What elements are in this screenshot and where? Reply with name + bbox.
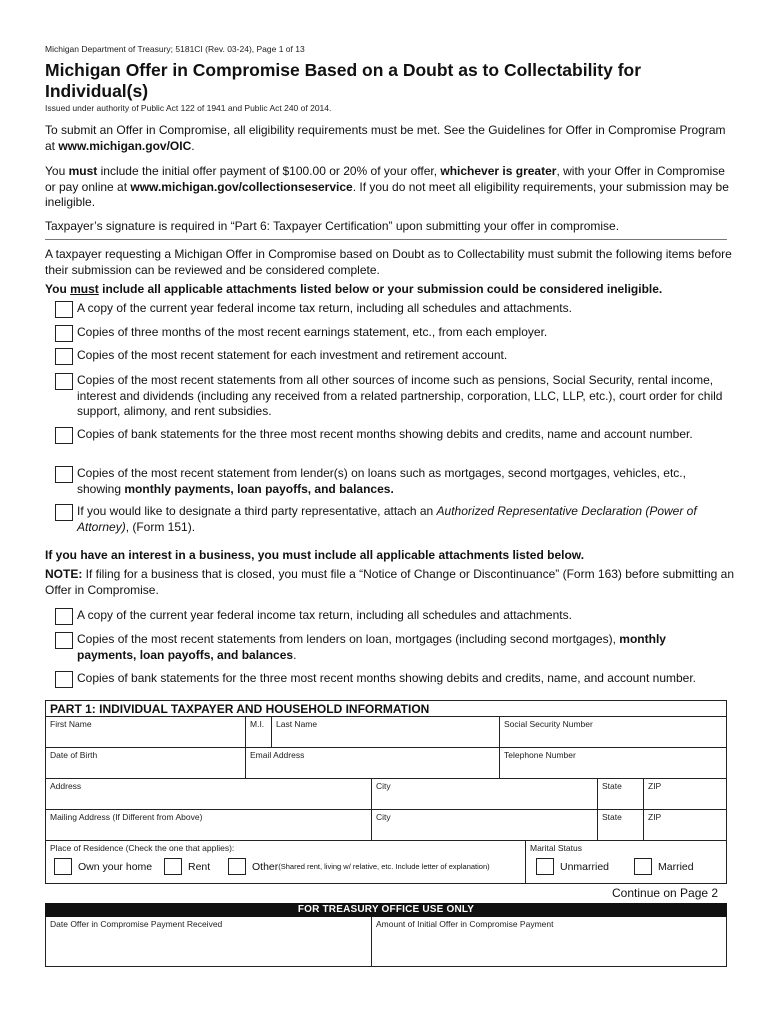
other-note: (Shared rent, living w/ relative, etc. Include letter of explanation) [278,862,490,871]
note-text: If filing for a business that is closed, you must file a “Notice of Change or Discontinuance” (Form 163) before submitting an Offer in Compromise. [45,567,734,597]
attachment-label [77,504,725,535]
text: , (Form 151). [125,519,196,534]
last-name-field[interactable]: Last Name [272,717,500,748]
treasury-use-box [45,917,727,967]
unmarried-label: Unmarried [560,860,610,873]
mailing-zip-field[interactable]: ZIP [644,810,726,841]
checkbox[interactable] [55,373,73,390]
attachment-item [55,325,725,342]
must-emphasis: must [68,164,98,178]
business-item-label [77,632,725,663]
checkbox[interactable] [55,466,73,483]
intro-text: To submit an Offer in Compromise, all eligibility requirements must be met. See the Guidelines for Offer in Compromise Program at [45,123,726,153]
address-field[interactable]: Address [46,779,372,810]
attachment-item [55,466,725,497]
checkbox[interactable] [55,632,73,649]
attachment-item [55,301,725,318]
business-heading: If you have an interest in a business, you must include all applicable attachments listed below. [45,548,585,562]
oic-link[interactable]: www.michigan.gov/OIC [58,138,192,153]
text: Copies of the most recent statement from lender(s) on loans such as mortgages, second mortgages, vehicles, etc., showing [77,466,686,496]
attachment-label: Copies of three months of the most recent earnings statement, etc., from each employer. [77,325,548,339]
attachment-label: Copies of the most recent statements from all other sources of income such as pensions, Social Security, rental income, interest and dividends (including any received from a related partnership, corporation, LLC, LLP, etc.), court order for child support, alimony, and rent subsidies. [77,373,723,418]
italic-text: Authorized Representative Declaration (Power of Attorney) [77,504,697,534]
text: . [293,647,297,662]
checkbox[interactable] [55,427,73,444]
residence-other-option[interactable] [228,858,490,875]
checkbox[interactable] [55,325,73,342]
checkbox[interactable] [54,858,72,875]
mi-field[interactable]: M.I. [246,717,272,748]
attachment-item [55,504,725,535]
checkbox[interactable] [55,504,73,521]
attachment-label: A copy of the current year federal income tax return, including all schedules and attachments. [77,301,572,315]
signature-note: Taxpayer’s signature is required in “Part 6: Taxpayer Certification” upon submitting your offer in compromise. [45,219,620,233]
collections-link[interactable]: www.michigan.gov/collectionseservice [130,179,353,194]
bold-text: monthly payments, loan payoffs, and balances. [124,481,394,496]
page-title: Michigan Offer in Compromise Based on a Doubt as to Collectability for Individual(s) [45,60,642,101]
intro-end: . [191,138,195,153]
checkbox[interactable] [164,858,182,875]
attachment-label: Copies of bank statements for the three most recent months showing debits and credits, name and account number. [77,427,693,441]
intro-paragraph-2 [45,164,735,211]
marital-married-option[interactable] [634,858,694,875]
mailing-address-field[interactable]: Mailing Address (If Different from Above) [46,810,372,841]
business-item [55,671,725,688]
business-item [55,632,725,663]
state-field[interactable]: State [598,779,644,810]
mailing-city-field[interactable]: City [372,810,598,841]
divider [45,239,727,240]
attachment-item [55,427,725,444]
attachment-item [55,373,725,420]
attachment-label [77,466,725,497]
own-label: Own your home [78,860,153,873]
checkbox[interactable] [55,348,73,365]
email-field[interactable]: Email Address [246,748,500,779]
text: You [45,164,69,178]
business-note [45,567,735,598]
residence-own-option[interactable] [54,858,152,875]
text: You [45,282,71,296]
part1-heading: PART 1: INDIVIDUAL TAXPAYER AND HOUSEHOLD INFORMATION [45,700,727,717]
text: If you would like to designate a third party representative, attach an [77,504,437,518]
attachment-item [55,348,725,365]
text: . If you do not meet all eligibility requirements, your submission may be ineligible. [45,179,729,209]
residence-rent-option[interactable] [164,858,210,875]
intro-paragraph-1 [45,123,735,154]
date-received-field: Date Offer in Compromise Payment Received [46,917,372,966]
zip-field[interactable]: ZIP [644,779,726,810]
text: include all applicable attachments listed below or your submission could be considered ineligible. [98,282,663,296]
checkbox[interactable] [634,858,652,875]
taxpayer-info-grid [45,716,727,884]
other-label: Other [252,860,279,873]
phone-field[interactable]: Telephone Number [500,748,726,779]
whichever-emphasis: whichever is greater [440,164,557,178]
text: include the initial offer payment of $100.00 or 20% of your offer, [97,164,441,178]
checkbox[interactable] [536,858,554,875]
marital-label: Marital Status [530,843,582,853]
requirements-intro: A taxpayer requesting a Michigan Offer in Compromise based on Doubt as to Collectability must submit the following items before their submission can be reviewed and be considered complete. [45,247,732,277]
treasury-use-heading: FOR TREASURY OFFICE USE ONLY [45,903,727,917]
checkbox[interactable] [55,301,73,318]
continue-note: Continue on Page 2 [612,886,719,900]
text: , with your Offer in Compromise or pay online at [45,164,725,194]
issued-authority: Issued under authority of Public Act 122 of 1941 and Public Act 240 of 2014. [45,103,332,113]
ssn-field[interactable]: Social Security Number [500,717,726,748]
requirements-must-line [45,282,735,298]
marital-unmarried-option[interactable] [536,858,609,875]
form-id: Michigan Department of Treasury; 5181CI (Rev. 03-24), Page 1 of 13 [45,44,305,54]
text: Copies of the most recent statements from lenders on loan, mortgages (including second mortgages), [77,632,620,646]
checkbox[interactable] [55,671,73,688]
bold-text: monthly payments, loan payoffs, and balances [77,632,666,662]
dob-field[interactable]: Date of Birth [46,748,246,779]
note-label: NOTE: [45,567,83,581]
checkbox[interactable] [55,608,73,625]
mailing-state-field[interactable]: State [598,810,644,841]
business-item [55,608,725,625]
amount-field: Amount of Initial Offer in Compromise Payment [376,919,554,929]
rent-label: Rent [188,860,211,873]
residence-label: Place of Residence (Check the one that applies): [50,843,235,853]
business-item-label: A copy of the current year federal income tax return, including all schedules and attachments. [77,608,572,622]
must-underlined: must [70,282,99,296]
city-field[interactable]: City [372,779,598,810]
married-label: Married [658,860,694,873]
checkbox[interactable] [228,858,246,875]
business-item-label: Copies of bank statements for the three most recent months showing debits and credits, name, and account number. [77,671,697,685]
first-name-field[interactable]: First Name [46,717,246,748]
attachment-label: Copies of the most recent statement for each investment and retirement account. [77,348,508,362]
